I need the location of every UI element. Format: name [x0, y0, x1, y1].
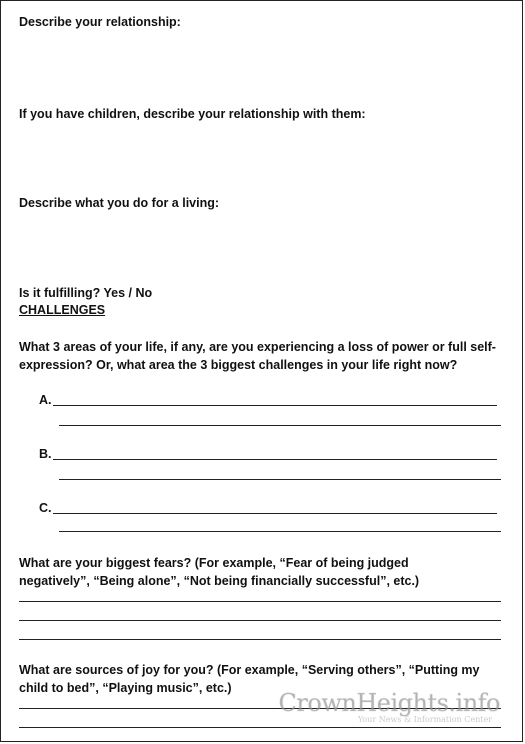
challenge-label-c: C.	[39, 501, 52, 515]
answer-line[interactable]	[19, 620, 501, 621]
joy-prompt-line1: What are sources of joy for you? (For example, “Serving others”, “Putting my	[19, 663, 480, 677]
challenge-label-a: A.	[39, 393, 52, 407]
answer-line[interactable]	[19, 601, 501, 602]
answer-line[interactable]	[53, 513, 497, 514]
question-relationship: Describe your relationship:	[19, 15, 181, 29]
fears-prompt-line1: What are your biggest fears? (For example, “Fear of being judged	[19, 556, 409, 570]
answer-line[interactable]	[19, 727, 501, 728]
fears-prompt-line2: negatively”, “Being alone”, “Not being financially successful”, etc.)	[19, 574, 420, 588]
challenge-label-b: B.	[39, 447, 52, 461]
challenges-prompt-line2: expression? Or, what area the 3 biggest challenges in your life right now?	[19, 358, 458, 372]
section-heading-challenges: CHALLENGES	[19, 303, 106, 317]
joy-prompt-line2: child to bed”, “Playing music”, etc.)	[19, 681, 232, 695]
answer-line[interactable]	[53, 459, 497, 460]
watermark-brand: CrownHeights.info	[278, 689, 500, 717]
answer-line[interactable]	[59, 531, 501, 532]
challenges-prompt-line1: What 3 areas of your life, if any, are you experiencing a loss of power or full self-	[19, 340, 496, 354]
watermark-tagline: Your News & Information Center	[357, 715, 492, 724]
question-children: If you have children, describe your relationship with them:	[19, 107, 366, 121]
question-fulfilling: Is it fulfilling? Yes / No	[19, 286, 153, 300]
answer-line[interactable]	[53, 405, 497, 406]
question-living: Describe what you do for a living:	[19, 196, 220, 210]
answer-line[interactable]	[59, 479, 501, 480]
answer-line[interactable]	[59, 425, 501, 426]
answer-line[interactable]	[19, 639, 501, 640]
site-watermark	[279, 691, 500, 725]
